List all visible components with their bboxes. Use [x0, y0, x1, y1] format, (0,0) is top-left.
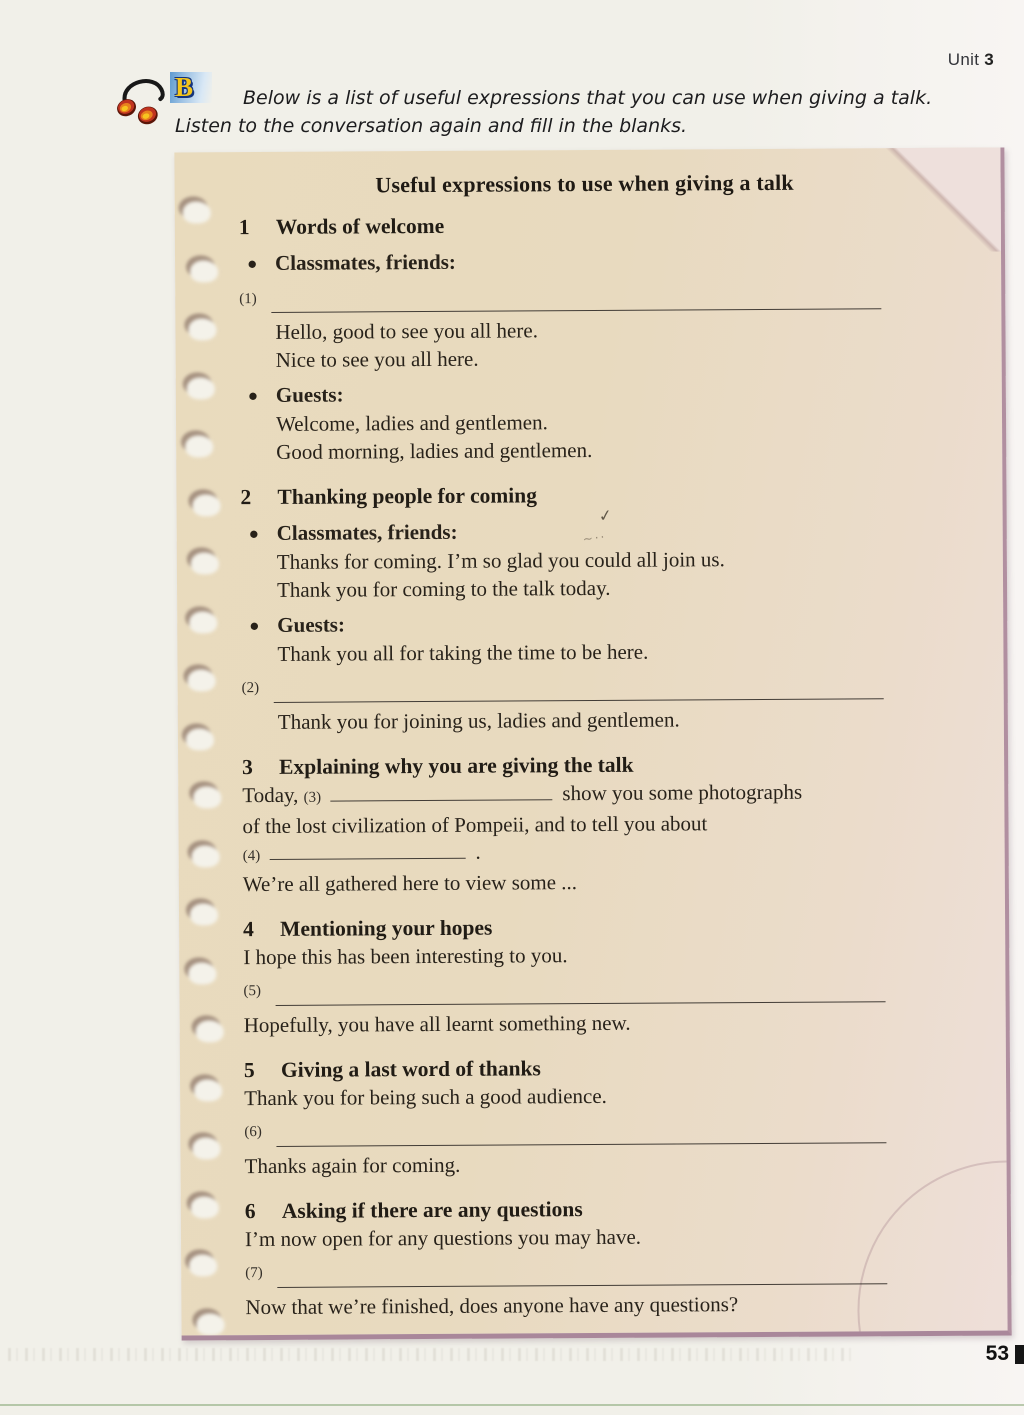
blank-number: (7)	[245, 1265, 263, 1282]
blank-number: (5)	[243, 983, 262, 1000]
blank-underline[interactable]	[330, 781, 552, 801]
section-number: 3	[242, 755, 253, 780]
expression-line: I hope this has been interesting to you.	[243, 943, 568, 970]
bullet-item	[249, 514, 883, 549]
fill-in-blank-row	[245, 1258, 887, 1288]
worksheet-paper	[174, 147, 1011, 1340]
exercise-instruction: Below is a list of useful expressions that you can use when giving a talk. Listen to the conversation again and fill in the blanks.	[175, 87, 933, 137]
expression-line: Hello, good to see you all here.	[275, 318, 538, 344]
expression-line: I’m now open for any questions you may have.	[244, 1224, 642, 1252]
expression-line: Thank you for being such a good audience.	[244, 1083, 607, 1111]
blank-underline[interactable]	[273, 677, 884, 703]
bullet-item	[248, 376, 882, 411]
section-title: Mentioning your hopes	[280, 915, 493, 941]
section-number: 2	[240, 485, 252, 510]
scan-texture	[8, 1348, 858, 1361]
bullet-label: Classmates, friends:	[276, 519, 458, 545]
section-body	[244, 1081, 887, 1180]
headphones-icon	[112, 70, 172, 133]
section-body	[243, 940, 886, 1039]
worksheet-title: Useful expressions to use when giving a talk	[375, 169, 794, 198]
section-number: 5	[243, 1058, 255, 1083]
expression-line: Welcome, ladies and gentlemen.	[275, 410, 548, 436]
unit-number: 3	[984, 50, 994, 69]
section-title: Thanking people for coming	[277, 483, 538, 509]
expression-line: Now that we’re finished, does anyone have any questions?	[245, 1291, 739, 1319]
section-title: Explaining why you are giving the talk	[279, 752, 634, 779]
expression-line: Thanks again for coming.	[244, 1152, 461, 1178]
expression-line: Hopefully, you have all learnt something new.	[243, 1010, 631, 1037]
section-number: 1	[238, 215, 250, 240]
expression-line: Nice to see you all here.	[275, 346, 479, 372]
section-heading	[243, 910, 935, 944]
blank-number: (6)	[244, 1124, 262, 1141]
fill-in-blank-row	[239, 283, 881, 313]
blank-underline[interactable]	[277, 1262, 888, 1288]
section-heading	[239, 208, 931, 242]
blank-underline[interactable]	[271, 287, 882, 313]
expression-text: Today,	[242, 782, 304, 808]
fill-in-blank-row	[244, 1117, 886, 1147]
expression-text: show you some photographs	[557, 779, 803, 806]
pencil-check-mark: ✓	[597, 505, 614, 526]
section-heading	[245, 1192, 937, 1226]
blank-underline[interactable]	[276, 1121, 887, 1147]
section-title: Words of welcome	[275, 213, 445, 239]
blank-number: (4)	[242, 848, 261, 865]
worksheet-content	[174, 148, 1007, 1336]
footer-edge-bar	[1015, 1345, 1024, 1364]
bullet-item	[249, 606, 883, 641]
expression-line-with-blank	[242, 778, 884, 812]
pencil-scribble: ~··	[582, 529, 608, 547]
worksheet-section	[239, 208, 933, 466]
section-title: Asking if there are any questions	[281, 1197, 583, 1223]
bullet-icon: ●	[247, 386, 259, 406]
bullet-label: Classmates, friends:	[274, 249, 456, 275]
bottom-rule-line	[0, 1404, 1024, 1406]
blank-number: (2)	[241, 680, 260, 697]
expression-line: We’re all gathered here to view some ...	[242, 869, 578, 896]
expression-line-with-blank	[243, 836, 885, 870]
fill-in-blank-row	[243, 976, 885, 1006]
expression-line: Thank you all for taking the time to be here.	[277, 639, 649, 666]
expression-line: of the lost civilization of Pompeii, and to tell you about	[242, 810, 708, 838]
bullet-item	[247, 244, 881, 279]
page-footer	[986, 1342, 1024, 1366]
expression-line: Thank you for joining us, ladies and gentlemen.	[277, 706, 680, 734]
bullet-label: Guests:	[277, 612, 346, 637]
section-title: Giving a last word of thanks	[280, 1056, 541, 1082]
section-body	[239, 244, 882, 466]
expression-line: Thank you for coming to the talk today.	[276, 575, 611, 602]
section-heading	[240, 478, 932, 512]
exercise-letter-badge: B	[170, 72, 212, 103]
expression-line: Thanks for coming. I’m so glad you could all join us.	[276, 547, 725, 574]
expression-text: .	[470, 839, 481, 864]
section-number: 6	[244, 1199, 256, 1224]
worksheet-section	[240, 478, 934, 736]
bullet-label: Guests:	[275, 382, 344, 407]
bullet-icon: ●	[247, 254, 258, 274]
worksheet-section	[245, 1192, 938, 1321]
unit-word: Unit	[947, 50, 980, 69]
expression-line: Good morning, ladies and gentlemen.	[276, 437, 593, 464]
section-body	[245, 1222, 888, 1321]
unit-label	[948, 50, 994, 70]
blank-underline[interactable]	[269, 840, 465, 860]
sections-container	[239, 208, 938, 1321]
blank-number: (1)	[239, 290, 257, 307]
bullet-icon: ●	[249, 616, 260, 636]
section-number: 4	[243, 917, 254, 942]
section-body	[241, 514, 884, 736]
page-number: 53	[985, 1342, 1009, 1365]
worksheet-section	[243, 910, 936, 1039]
worksheet-section	[242, 748, 935, 898]
section-heading	[244, 1051, 936, 1085]
section-body	[242, 778, 885, 898]
section-heading	[242, 748, 934, 782]
worksheet-section	[244, 1051, 937, 1180]
fill-in-blank-row	[242, 673, 884, 703]
blank-number: (3)	[303, 789, 322, 806]
bullet-icon: ●	[248, 524, 260, 544]
blank-underline[interactable]	[275, 980, 886, 1006]
